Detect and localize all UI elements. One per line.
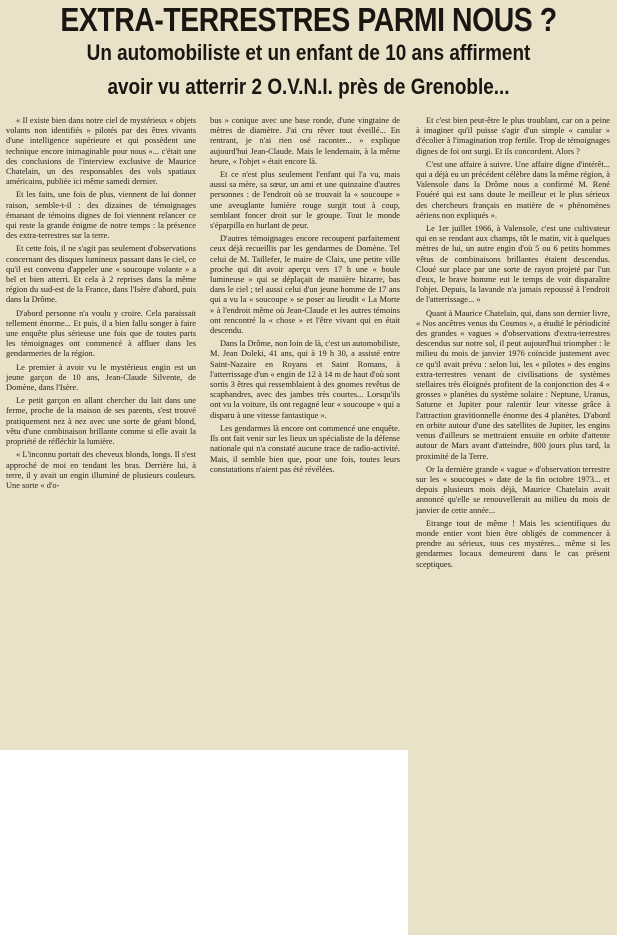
headline: EXTRA-TERRESTRES PARMI NOUS ? xyxy=(60,1,557,38)
paragraph: Et ce n'est plus seulement l'enfant qui l'a vu, mais aussi sa mère, sa sœur, un ami et une quinzaine d'autres personnes : de l'endroit où se trouvait la « soucoupe » une aveuglante lumière rouge surgit tout à coup, semblant foncer droit sur le groupe. Tout le monde s'éparpilla en hurlant de peur. xyxy=(210,170,400,231)
paragraph: Etrange tout de même ! Mais les scientifiques du monde entier vont bien être obligés de commencer à prendre au sérieux, tous ces mystères... même si les gendarmes locaux demeurent dans le cas présent sceptiques. xyxy=(416,518,610,569)
article-column-3 xyxy=(416,116,610,573)
paragraph: Et les faits, une fois de plus, viennent de lui donner raison, semble-t-il : des dizaines de témoignages émanant de témoins dignes de foi viennent relancer ce qui reste la grande énigme de notre temps : la présence des extra-terrestres sur la terre. xyxy=(6,190,196,241)
paragraph: Les gendarmes là encore ont commencé une enquête. Ils ont fait venir sur les lieux un spécialiste de la défense nationale qui n'a constaté aucune trace de radio-activité. Mais, il semble bien que, pour une fois, toutes leurs constatations n'aient pas été révélées. xyxy=(210,423,400,474)
paragraph: Le premier à avoir vu le mystérieux engin est un jeune garçon de 10 ans, Jean-Claude Silvente, de Domène, dans l'Isère. xyxy=(6,362,196,393)
paragraph: D'autres témoignages encore recoupent parfaitement ceux déjà recueillis par les gendarmes de Domène. Tel celui de M. Taillefer, le maire de Claix, une petite ville proche qui dit avoir aperçu vers 17 h une « boule lumineuse » qui se déplaçait de manière bizarre, bas dans le ciel ; tel aussi celui d'un jeune homme de 17 ans qui a vu la « soucoupe » se poser au lieudit « La Morte » à l'endroit même où Jean-Claude et les autres témoins ont rencontré la « chose » et l'être vivant qui en était descendu. xyxy=(210,234,400,336)
paragraph: Quant à Maurice Chatelain, qui, dans son dernier livre, « Nos ancêtres venus du Cosmos », a étudié le périodicité des grandes « vagues » d'observations d'extra-terrestres descendus sur notre sol, il peut aujourd'hui triompher : le milieu du mois de janvier 1976 coïncide justement avec ce qu'il avait prévu : selon lui, les « pilotes » des engins extra-terrestres venant de civilisations de systèmes stellaires très éloignés profitent de la conjonction des 4 « grosses » planètes du système solaire : Neptune, Uranus, Saturne et Jupiter pour ralentir leur vitesse grâce à l'attraction gravitionnelle énorme des 4 planètes. D'abord en orbite autour d'une des satellites de Jupiter, les engins venus d'ailleurs se mettraient ensuite en orbite d'attente autour de Mars avant d'atteindre, 800 jours plus tard, la proximité de la Terre. xyxy=(416,308,610,461)
paragraph: Et cette fois, il ne s'agit pas seulement d'observations concernant des disques lumineux passant dans le ciel, ce qu'il est convenu d'appeler une « soucoupe volante » a bel et bien atterri. Et cela à 2 reprises dans la même région du sud-est de la France, dans l'Isère d'abord, puis dans la Drôme. xyxy=(6,244,196,305)
subheadline-line-2: avoir vu atterrir 2 O.V.N.I. près de Grenoble... xyxy=(107,74,510,99)
subheadline-line-1: Un automobiliste et un enfant de 10 ans affirment xyxy=(86,40,531,65)
clipping-bottom-tab xyxy=(408,750,617,935)
article-column-1 xyxy=(6,116,196,494)
paragraph: Le petit garçon en allant chercher du lait dans une ferme, proche de la maison de ses parents, s'est trouvé pratiquement nez à nez avec une sorte de géant blond, vêtu d'une combinaison brillante comme si elle avait la propriété de réfléchir la lumière. xyxy=(6,396,196,447)
paragraph: Et c'est bien peut-être le plus troublant, car on a peine à imaginer qu'il puisse s'agir d'un simple « canular » d'écolier à l'imagination trop fertile. Trop de témoignages dignes de foi ont surgi. Et ils concordent. Alors ? xyxy=(416,116,610,156)
paragraph: D'abord personne n'a voulu y croire. Cela paraissait tellement énorme... Et puis, il a bien fallu songer à faire une enquête plus sérieuse une fois que de toutes parts les témoignages ont commencé à affluer dans les gendarmeries de la région. xyxy=(6,308,196,359)
paragraph: « Il existe bien dans notre ciel de mystérieux « objets volants non identifiés » pilotés par des êtres vivants d'une intelligence supérieure et qui possèdent une technique encore inimaginable pour nous »... c'était une des conclusions de l'interview exclusive de Maurice Chatelain, un des responsables des vols spatiaux américains, publiée ici même samedi dernier. xyxy=(6,116,196,187)
paragraph: C'est une affaire à suivre. Une affaire digne d'intérêt... qui a déjà eu un précédent célèbre dans la même région, à Valensole dans la Drôme nous a confirmé M. René Fouéré qui est sans doute le meilleur et le plus sérieux des chercheurs français en matière de « phénomènes aériens non expliqués ». xyxy=(416,159,610,220)
paragraph: Le 1er juillet 1966, à Valensole, c'est une cultivateur qui en se rendant aux champs, tôt le matin, vit à quelques mètres de lui, un autre engin d'où 5 ou 6 petits hommes vêtus de combinaisons brillantes étaient descendus. Cloué sur place par une sorte de rayon projeté par l'un d'eux, le brave homme eut le temps de voir disparaître l'objet. Depuis, la lavande n'a jamais repoussé à l'endroit de l'atterrissage... » xyxy=(416,224,610,305)
paragraph: bus » conique avec une base ronde, d'une vingtaine de mètres de diamètre. J'ai cru rêver tout éveillé... En rentrant, je n'ai rien osé raconter... » explique aujourd'hui Jean-Claude. Mais le lendemain, à la même heure, « l'objet » était encore là. xyxy=(210,116,400,166)
paragraph: Dans la Drôme, non loin de là, c'est un automobiliste, M. Jean Doleki, 41 ans, qui à 19 h 30, a assisté entre Saint-Nazaire en Royans et Saint Romans, à l'atterrissage d'un « engin de 12 à 14 m de haut d'où sont sortis 3 êtres qui ressemblaient à des gnomes revêtus de scaphandres, avec des jambes très courtes... Lorsqu'ils ont vu la voiture, ils ont regagné leur « soucoupe » qui a disparu à une vitesse fantastique ». xyxy=(210,339,400,420)
paragraph: « L'inconnu portait des cheveux blonds, longs. Il s'est approché de moi en tendant les bras. Derrière lui, à terre, il y avait un engin illuminé de plusieurs couleurs. Une sorte « d'o- xyxy=(6,450,196,490)
article-column-2 xyxy=(210,116,400,478)
paragraph: Or la dernière grande « vague » d'observation terrestre sur les « soucoupes » date de la fin octobre 1973... et depuis plusieurs mois déjà, Maurice Chatelain avait annoncé qu'elle se renouvellerait au milieu du mois de janvier de cette année... xyxy=(416,464,610,515)
